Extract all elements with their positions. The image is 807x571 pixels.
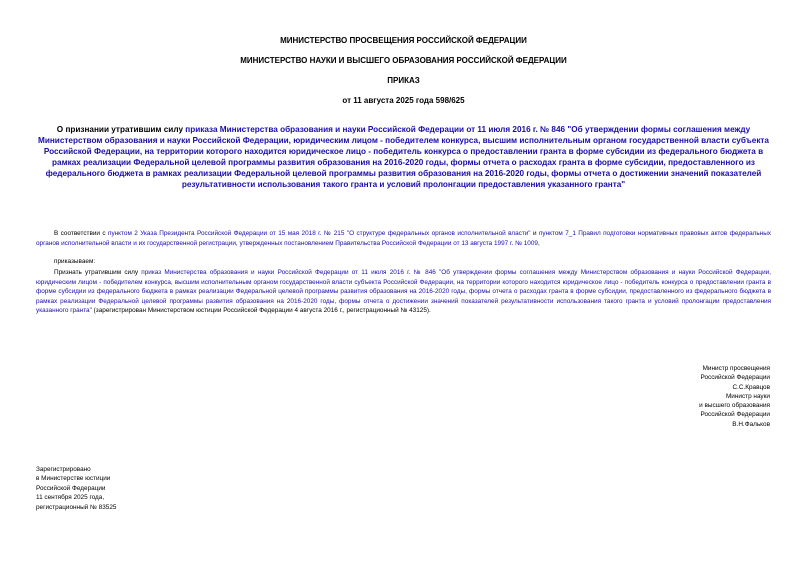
ministry-heading-1: МИНИСТЕРСТВО ПРОСВЕЩЕНИЯ РОССИЙСКОЙ ФЕДЕРАЦИИ xyxy=(280,36,527,45)
signature-line: С.С.Кравцов xyxy=(732,383,770,391)
document-title xyxy=(36,124,771,190)
preamble-paragraph xyxy=(36,229,771,248)
registration-line: 11 сентября 2025 года, xyxy=(36,494,105,502)
signature-line: Российской Федерации xyxy=(700,411,770,419)
document-date-number: от 11 августа 2025 года 598/625 xyxy=(342,96,465,105)
signature-line: и высшего образования xyxy=(699,402,770,410)
order-word: приказываем: xyxy=(54,258,96,265)
preamble-text-2: и xyxy=(530,230,539,237)
signature-line: Министр просвещения xyxy=(702,365,770,372)
document-type: ПРИКАЗ xyxy=(387,76,420,85)
signature-block xyxy=(570,364,770,429)
signature-line: Министр науки xyxy=(725,392,770,400)
decision-text-1: Признать утратившим силу xyxy=(54,269,142,276)
decree-link[interactable]: пунктом 2 Указа Президента Российской Федерации от 15 мая 2018 г. № 215 "О структуре федеральных органов исполнительной власти" xyxy=(108,230,531,237)
preamble-text-1: В соответствии с xyxy=(54,230,108,237)
revoked-order-link[interactable]: приказ Министерства образования и науки Российской Федерации от 11 июля 2016 г. № 846 "Об утверждении формы соглашения между Министерством образования и науки Российской Федерации, юридическим лицом - победителем конкурса, высшим исполнительным органом государственной власти субъекта Российской Федерации, на территории которого находится юридическое лицо - победитель конкурса о предоставлении гранта в форме субсидии из федерального бюджета в рамках реализации Федеральной целевой программы развития образования на 2016-2020 годы, формы отчета о расходах гранта в форме субсидии, предоставленного из федерального бюджета в рамках реализации Федеральной целевой программы развития образования на 2016-2020 годы, формы отчета о достижении значений показателей результативности использования такого гранта и условий пролонгации предоставления указанного гранта" xyxy=(36,269,771,315)
title-prefix: О признании утратившим силу xyxy=(56,125,186,134)
registration-block xyxy=(36,465,236,512)
decision-paragraph xyxy=(36,268,771,316)
title-order-link[interactable]: приказа Министерства образования и науки Российской Федерации от 11 июля 2016 г. № 846 "Об утверждении формы соглашения между Министерством образования и науки Российской Федерации, юридическим лицом - победителем конкурса, высшим исполнительным органом государственной власти субъекта Российской Федерации, на территории которого находится юридическое лицо - победитель конкурса о предоставлении гранта в форме субсидии из федерального бюджета в рамках реализации Федеральной целевой программы развития образования на 2016-2020 годы, формы отчета о расходах гранта в форме субсидии, предоставленного из федерального бюджета в рамках реализации Федеральной целевой программы развития образования на 2016-2020 годы, формы отчета о достижении значений показателей результативности использования такого гранта и условий пролонгации предоставления указанного гранта" xyxy=(38,125,769,189)
registration-line: регистрационный № 83525 xyxy=(36,503,117,511)
registration-line: Российской Федерации xyxy=(36,484,106,492)
registration-line: в Министерстве юстиции xyxy=(36,475,111,483)
rules-link[interactable]: пунктом 7_1 Правил подготовки нормативных правовых актов федеральных органов исполнительной власти и их государственной регистрации, утвержденных постановлением Правительства Российской Федерации от 13 августа 1997 г. № 1009 xyxy=(36,230,772,247)
ministry-heading-2: МИНИСТЕРСТВО НАУКИ И ВЫСШЕГО ОБРАЗОВАНИЯ РОССИЙСКОЙ ФЕДЕРАЦИИ xyxy=(240,56,567,65)
preamble-text-3: , xyxy=(537,239,540,247)
signature-line: В.Н.Фальков xyxy=(732,420,770,428)
decision-text-2: (зарегистрирован Министерством юстиции Российской Федерации 4 августа 2016 г., регистрационный № 43125). xyxy=(91,307,431,315)
signature-line: Российской Федерации xyxy=(700,374,770,382)
registration-line: Зарегистрировано xyxy=(36,466,91,473)
